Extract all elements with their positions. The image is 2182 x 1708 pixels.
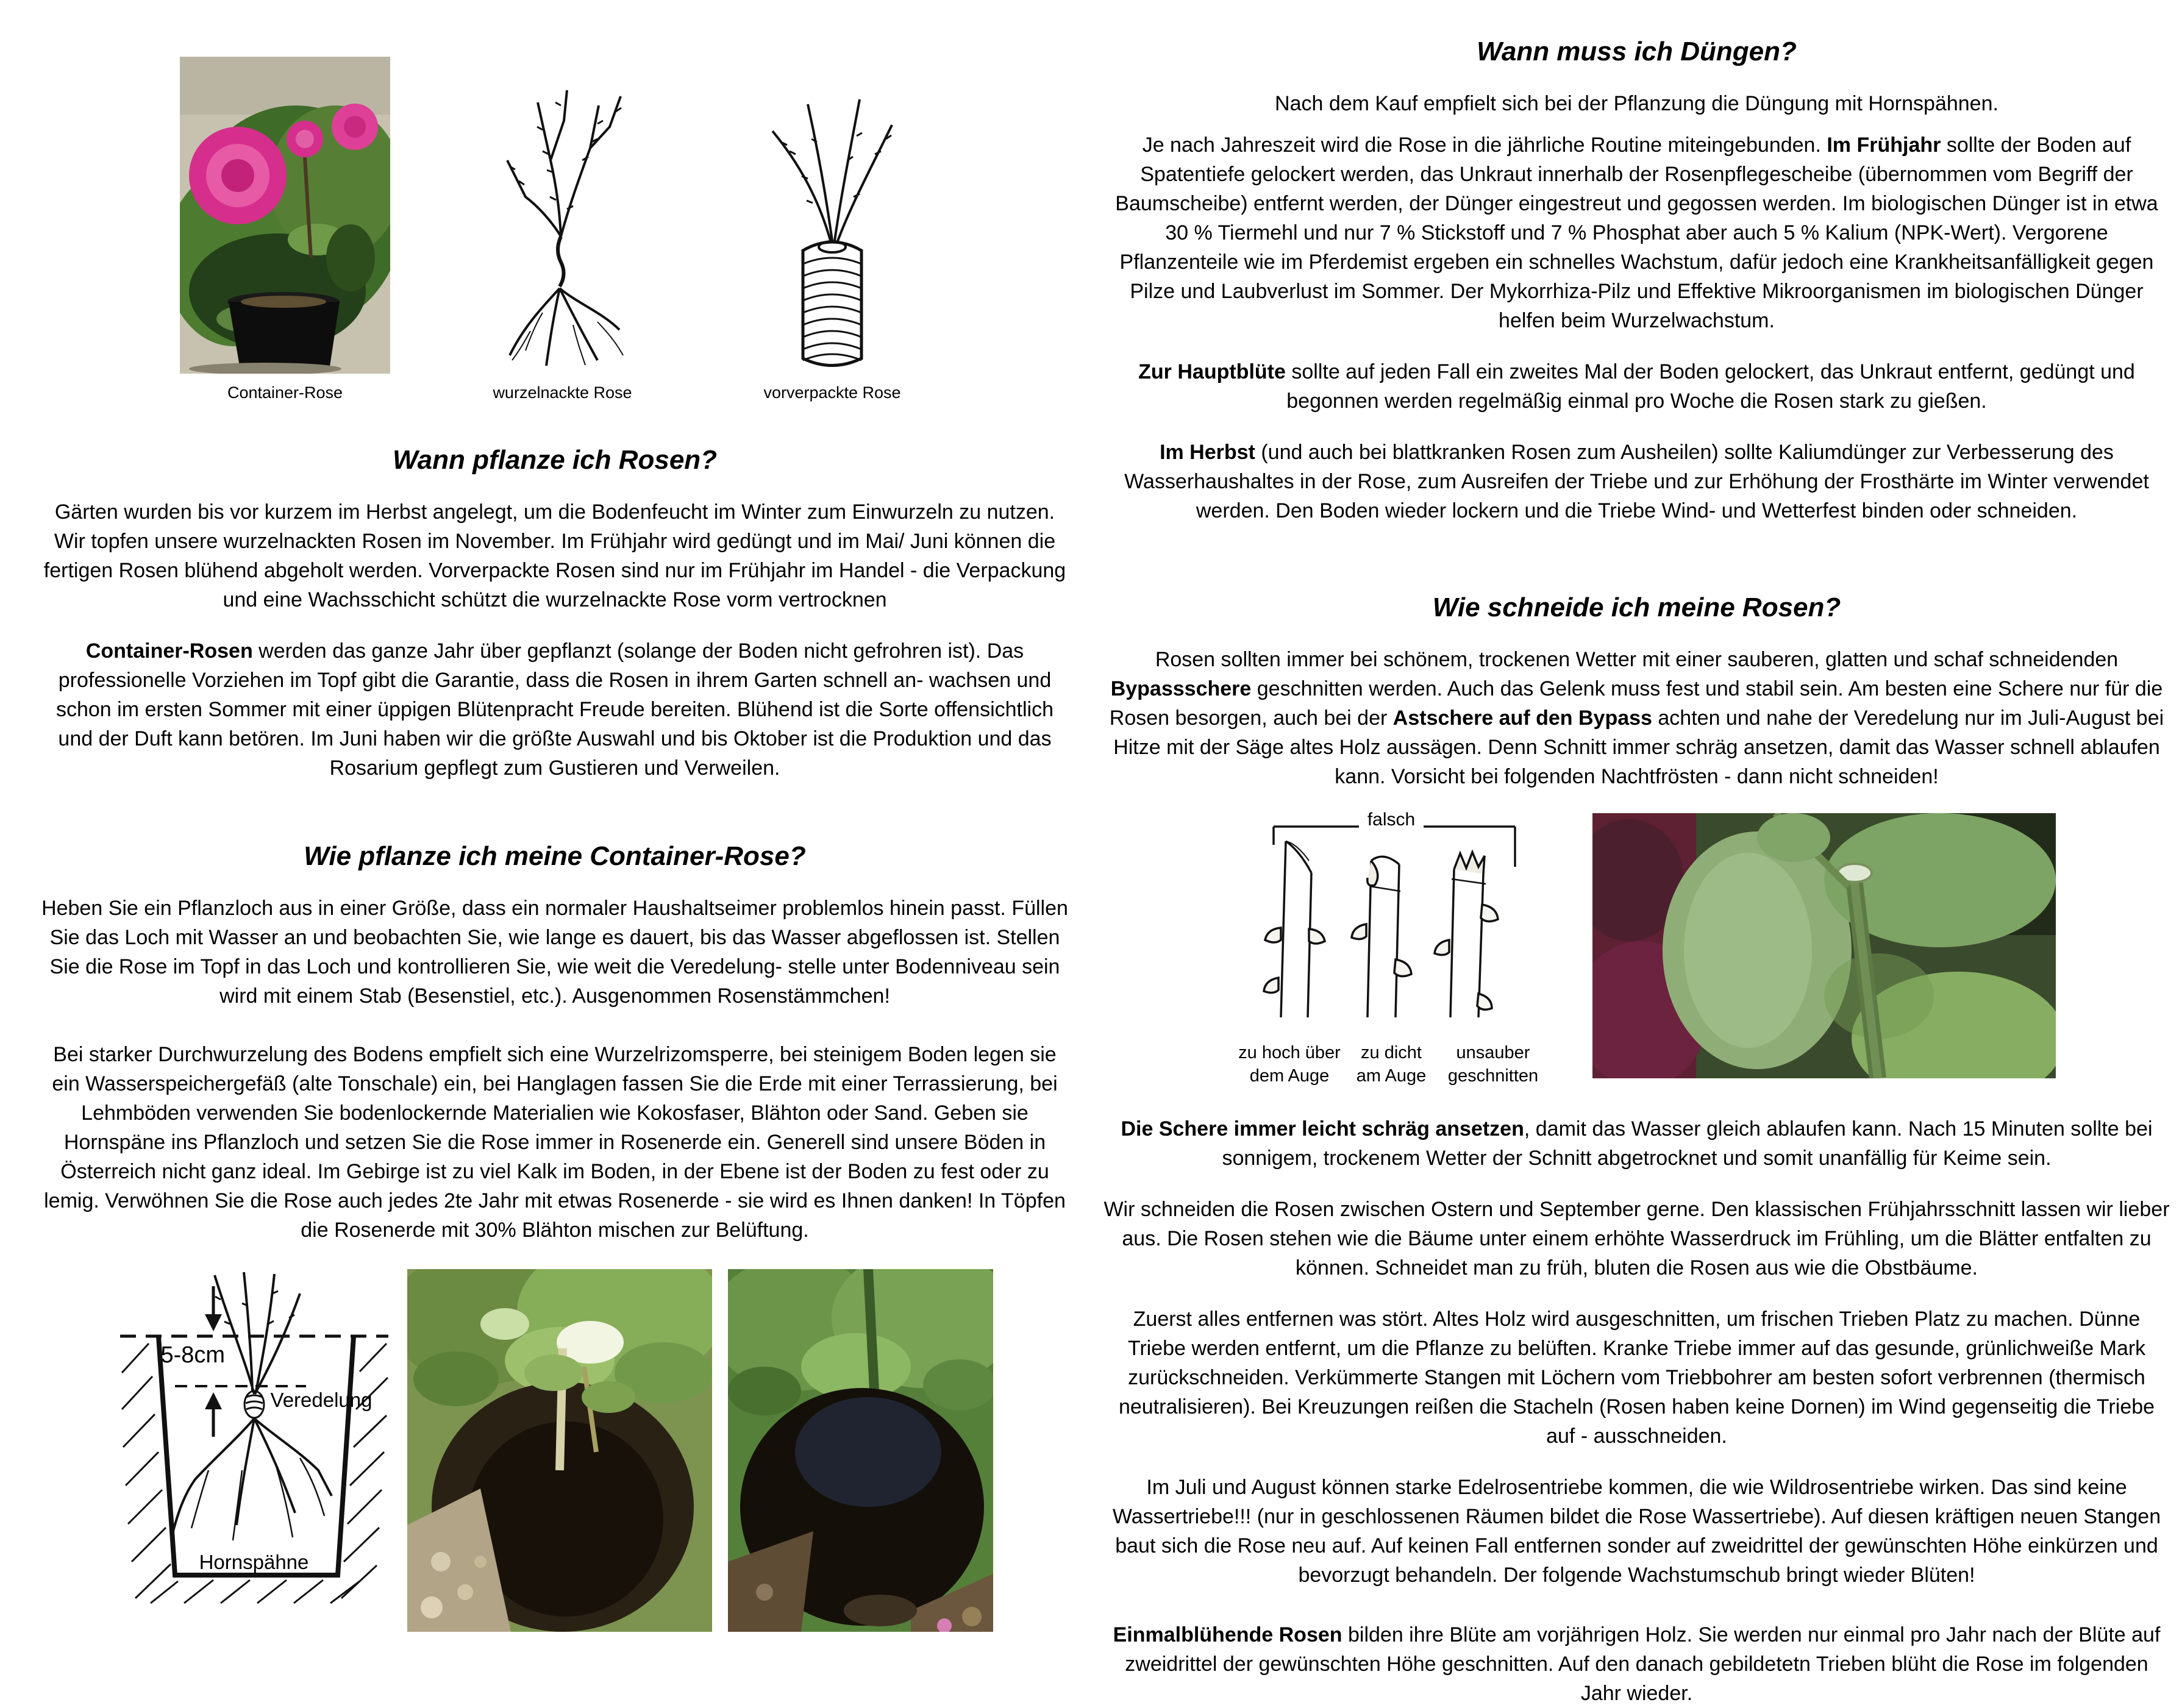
cut-stem-photo — [1592, 813, 2056, 1078]
figure-caption-bare-root: wurzelnackte Rose — [493, 383, 632, 402]
wrong-cut-captions — [1218, 1041, 1565, 1087]
container-rose-photo-image — [180, 57, 390, 374]
heading-prune: Wie schneide ich meine Rosen? — [1432, 592, 1841, 622]
pruning-figure-row — [1103, 810, 2170, 1087]
paragraph-fertilize-1: Nach dem Kauf empfielt sich bei der Pflanzung die Düngung mit Hornspähnen. — [1275, 92, 1998, 115]
bold-einmalbluehende: Einmalblühende Rosen — [1113, 1623, 1342, 1646]
paragraph-when-plant-1: Gärten wurden bis vor kurzem im Herbst angelegt, um die Bodenfeucht im Winter zum Einwurzeln zu nutzen. Wir topfen unsere wurzelnackten Rosen im November. Im Frühjahr wird gedüngt und im Mai/ Juni können die fertigen Rosen blühend abgeholt werden. Vorverpackte Rosen sind nur im Frühjahr im Handel - die Verpackung und eine Wachsschicht schützt die wurzelnackte Rose vorm vertrocknen — [43, 500, 1066, 611]
caption-too-high: zu hoch über dem Auge — [1238, 1043, 1341, 1086]
paragraph-fertilize-3: Zur Hauptblüte sollte auf jeden Fall ein zweites Mal der Boden gelockert, das Unkraut entfernt, gedüngt und begonnen werden regelmäßig einmal pro Woche die Rosen stark zu gießen. — [1138, 360, 2135, 413]
prepacked-rose-drawing — [735, 87, 930, 374]
top-figure-captions — [37, 383, 1073, 402]
figure-caption-container-rose: Container-Rose — [227, 383, 343, 402]
paragraph-fertilize-2: Je nach Jahreszeit wird die Rose in die jährliche Routine miteingebunden. Im Frühjahr sollte der Boden auf Spatentiefe gelockert werden, das Unkraut innerhalb der Rosenpflegescheibe (übernommen vom Begriff der Baumscheibe) entfernt werden, der Dünger eingestreut und gegossen werden. Im biologischen Dünger ist in etwa 30 % Tiermehl und nur 7 % Stickstoff und 7 % Phosphat aber auch 5 % Kalium (NPK-Wert). Vergorene Pflanzenteile wie im Pferdemist ergeben ein schnelles Wachstum, dafür jedoch eine Krankheitsanfälligkeit gegen Pilze und Laubverlust im Sommer. Der Mykorrhiza-Pilz und Effektive Mikroorganismen im biologischen Dünger helfen beim Wurzelwachstum. — [1115, 133, 2158, 332]
paragraph-prune-1: Rosen sollten immer bei schönem, trockenen Wetter mit einer sauberen, glatten und schaf schneidenden Bypassschere geschnitten werden. Auch das Gelenk muss fest und stabil sein. Am besten eine Schere nur für die Rosen besorgen, auch bei der Astschere auf den Bypass achten und nahe der Veredelung nur im Juli-August bei Hitze mit der Säge altes Holz aussägen. Denn Schnitt immer schräg ansetzen, damit das Wasser schnell ablaufen kann. Vorsicht bei folgenden Nachtfrösten - dann nicht schneiden! — [1109, 648, 2164, 788]
caption-too-close: zu dicht am Auge — [1356, 1043, 1427, 1086]
paragraph-prune-4: Zuerst alles entfernen was stört. Altes Holz wird ausgeschnitten, um frischen Trieben Platz zu machen. Dünne Triebe werden entfernt, um die Pflanze zu belüften. Kranke Triebe immer auf das gesunde, grünlichweiße Mark zurückschneiden. Verkümmerte Stangen mit Löchern vom Triebbohrer am besten sofort verbrennen (thermisch neutralisieren). Bei Kreuzungen reißen die Stacheln (Rosen haben keine Dornen) im Wind gegenseitig die Triebe auf - ausschneiden. — [1118, 1308, 2155, 1448]
bottom-figure-row — [37, 1269, 1073, 1632]
planting-depth-diagram — [117, 1269, 391, 1610]
paragraph-fertilize-4: Im Herbst (und auch bei blattkranken Rosen zum Ausheilen) sollte Kaliumdünger zur Verbesserung des Wasserhaushaltes in der Rose, zum Ausreifen der Triebe und zur Erhöhung der Frosthärte im Winter verwendet werden. Den Boden wieder lockern und die Triebe Wind- und Wetterfest binden oder schneiden. — [1124, 441, 2149, 522]
bare-root-rose-drawing — [469, 69, 655, 374]
heading-when-plant: Wann pflanze ich Rosen? — [392, 445, 718, 475]
paragraph-prune-5: Im Juli und August können starke Edelrosentriebe kommen, die wie Wildrosentriebe wirken. Das sind keine Wassertriebe!!! (nur in geschlossenen Räumen bildet die Rose Wassertriebe). Auf diesen kräftigen neuen Stangen baut sich die Rose neu auf. Auf keinen Fall entfernen sonder auf zweidrittel der gewünschten Höhe einkürzen und bevorzugt behandeln. Der folgende Wachstumschub bringt wieder Blüten! — [1112, 1476, 2161, 1587]
paragraph-when-plant-2: Container-Rosen werden das ganze Jahr über gepflanzt (solange der Boden nicht gefrohren ist). Das professionelle Vorziehen im Topf gibt die Garantie, dass die Rosen in ihrem Garten schnell an- wachsen und schon im ersten Sommer mit einer üppigen Blütenpracht Freude bereiten. Blühend ist die Sorte offensichtlich und der Duft kann betören. Im Juni haben wir die größte Auswahl und bis Oktober ist die Produktion und das Rosarium gepflegt zum Gustieren und Verweilen. — [55, 639, 1054, 780]
paragraph-prune-2: Die Schere immer leicht schräg ansetzen, damit das Wasser gleich ablaufen kann. Nach 15 Minuten sollte bei sonnigem, trockenem Wetter der Schnitt abgetrocknet und somit unanfällig für Keime sein. — [1121, 1117, 2153, 1170]
wrong-cut-diagram — [1218, 810, 1565, 1087]
prepacked-rose-image — [735, 87, 930, 374]
diagram-label-falsch: falsch — [1367, 810, 1416, 830]
planting-hole-photo-2 — [728, 1269, 993, 1632]
figure-caption-prepacked: vorverpackte Rose — [763, 383, 901, 402]
diagram-label-graft: Veredelung — [270, 1389, 373, 1411]
heading-fertilize: Wann muss ich Düngen? — [1477, 37, 1797, 66]
top-figure-row — [37, 54, 1073, 374]
heading-how-plant: Wie pflanze ich meine Container-Rose? — [304, 841, 806, 871]
paragraph-how-plant-2: Bei starker Durchwurzelung des Bodens empfielt sich eine Wurzelrizomsperre, bei steinigem Boden legen sie ein Wasserspeichergefäß (alte Tonschale) ein, bei Hanglagen fassen Sie die Erde mit einer Terrassierung, bei Lehmböden verwenden Sie bodenlockernde Materialien wie Kokosfaser, Blähton oder Sand. Geben sie Hornspäne ins Pflanzloch und setzen Sie die Rose immer in Rosenerde ein. Generell sind unsere Böden in Österreich nicht ganz ideal. Im Gebirge ist zu viel Kalk im Boden, in der Ebene ist der Boden zu fest oder zu lemig. Verwöhnen Sie die Rose auch jedes 2te Jahr mit etwas Rosenerde - sie wird es Ihnen danken! In Töpfen die Rosenerde mit 30% Blähton mischen zur Belüftung. — [44, 1043, 1066, 1242]
bold-astschere: Astschere auf den Bypass — [1392, 706, 1652, 730]
diagram-label-depth: 5-8cm — [160, 1342, 226, 1368]
bold-schere-schraeg: Die Schere immer leicht schräg ansetzen — [1121, 1117, 1524, 1140]
container-rose-photo — [180, 57, 390, 374]
right-page — [1097, 0, 2182, 1705]
planting-hole-photo-2-image — [728, 1269, 993, 1632]
planting-hole-photo-1 — [407, 1269, 712, 1632]
left-page — [0, 0, 1097, 1573]
planting-hole-photo-1-image — [407, 1269, 712, 1632]
paragraph-how-plant-1: Heben Sie ein Pflanzloch aus in einer Größe, dass ein normaler Haushaltseimer problemlos hinein passt. Füllen Sie das Loch mit Wasser an und beobachten Sie, wie lange es dauert, bis das Wasser abgeflossen ist. Stellen Sie die Rose im Topf in das Loch und kontrollieren Sie, wie weit die Veredelung- stelle unter Bodenniveau sein wird mit einem Stab (Besenstiel, etc.). Ausgenommen Rosenstämmchen! — [41, 897, 1068, 1008]
wrong-cut-diagram-image — [1218, 813, 1565, 1033]
cut-stem-photo-image — [1592, 813, 2056, 1078]
bare-root-rose-image — [469, 69, 655, 374]
diagram-label-horn: Hornspähne — [199, 1551, 309, 1573]
caption-unclean: unsauber geschnitten — [1447, 1043, 1539, 1086]
paragraph-prune-3: Wir schneiden die Rosen zwischen Ostern und September gerne. Den klassischen Frühjahrsschnitt lassen wir lieber aus. Die Rosen stehen wie die Bäume unter einem erhöhte Wasserdruck im Frühling, um die Blätter entfalten zu können. Schneidet man zu früh, bluten die Rosen aus wie die Obstbäume. — [1103, 1198, 2170, 1279]
bold-bypassschere: Bypassschere — [1110, 677, 1252, 700]
bold-zur-hauptbluete: Zur Hauptblüte — [1138, 360, 1286, 383]
bold-im-fruehjahr: Im Frühjahr — [1827, 133, 1941, 157]
paragraph-prune-6: Einmalblühende Rosen bilden ihre Blüte am vorjährigen Holz. Sie werden nur einmal pro Jahr nach der Blüte auf zweidrittel der gewünschten Höhe geschnitten. Auf den danach gebildetetn Trieben blüht die Rose im folgenden Jahr wieder. — [1113, 1623, 2161, 1705]
bold-im-herbst: Im Herbst — [1160, 441, 1255, 464]
bold-container-rosen: Container-Rosen — [85, 639, 253, 663]
